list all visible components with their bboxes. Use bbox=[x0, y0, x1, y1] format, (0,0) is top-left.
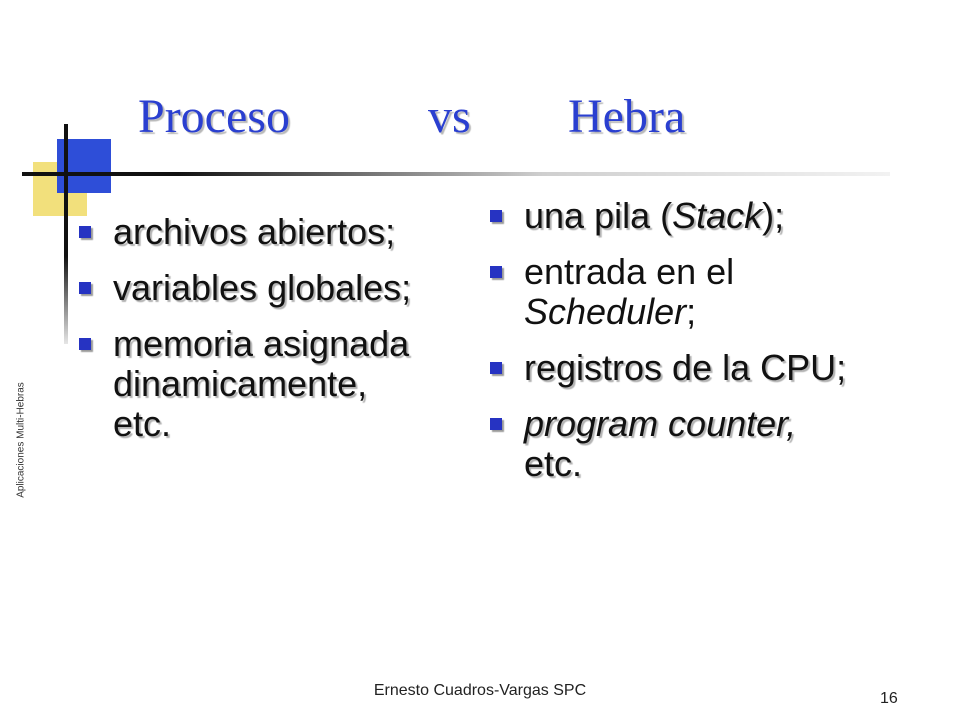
bullet-text: ; bbox=[686, 291, 697, 332]
square-bullet-icon bbox=[79, 282, 91, 294]
bullet-item bbox=[486, 196, 936, 236]
right-bullet-column bbox=[486, 196, 936, 500]
side-label: Aplicaciones Multi-Hebras bbox=[15, 382, 27, 498]
footer-author: Ernesto Cuadros-Vargas SPC bbox=[373, 682, 587, 699]
bullet-item bbox=[486, 348, 936, 388]
bullet-text: registros de la CPU; bbox=[524, 347, 847, 388]
bullet-text-italic: program counter, bbox=[524, 403, 797, 444]
bullet-text-italic: Stack bbox=[672, 195, 763, 236]
left-bullet-column bbox=[75, 212, 475, 460]
left-bullet-list bbox=[75, 212, 475, 444]
bullet-text-line: dinamicamente, bbox=[113, 363, 368, 404]
decorative-horizontal-line bbox=[22, 172, 890, 176]
page-number: 16 bbox=[880, 690, 898, 707]
square-bullet-icon bbox=[79, 338, 91, 350]
decorative-vertical-line bbox=[64, 124, 68, 344]
square-bullet-icon bbox=[490, 210, 502, 222]
bullet-item bbox=[75, 324, 475, 444]
bullet-text-line: memoria asignada bbox=[113, 323, 410, 364]
slide-title bbox=[138, 90, 858, 143]
title-word-hebra: Hebra bbox=[568, 90, 686, 143]
bullet-text-line: etc. bbox=[524, 443, 583, 484]
bullet-text: archivos abiertos; bbox=[113, 211, 396, 252]
bullet-text-italic: Scheduler bbox=[524, 291, 687, 332]
bullet-item bbox=[75, 268, 475, 308]
square-bullet-icon bbox=[79, 226, 91, 238]
bullet-text: una pila ( bbox=[524, 195, 673, 236]
title-word-vs: vs bbox=[428, 90, 471, 143]
bullet-text-line: entrada en el bbox=[524, 251, 735, 292]
square-bullet-icon bbox=[490, 266, 502, 278]
bullet-text: variables globales; bbox=[113, 267, 412, 308]
bullet-item bbox=[75, 212, 475, 252]
bullet-item bbox=[486, 252, 936, 332]
square-bullet-icon bbox=[490, 362, 502, 374]
bullet-text-line: etc. bbox=[113, 403, 172, 444]
bullet-text: ); bbox=[762, 195, 785, 236]
bullet-item bbox=[486, 404, 936, 484]
square-bullet-icon bbox=[490, 418, 502, 430]
right-bullet-list bbox=[486, 196, 936, 484]
title-word-proceso: Proceso bbox=[138, 90, 290, 143]
